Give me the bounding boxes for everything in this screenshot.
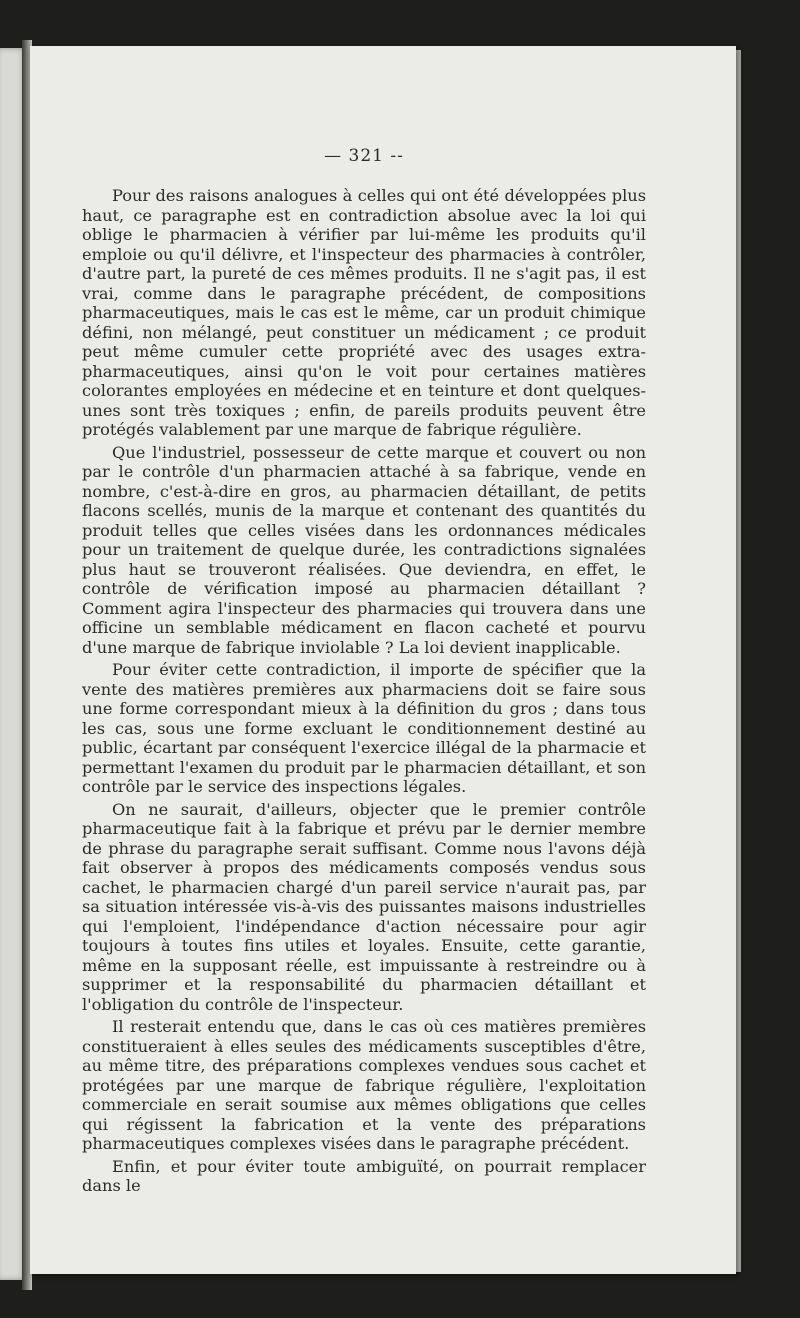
book-page — [30, 46, 736, 1274]
paragraph-3: Pour éviter cette contradiction, il importe de spécifier que la vente des matières premières aux pharmaciens doit se faire sous une forme correspondant mieux à la définition du gros ; dans tous les cas, sous une forme excluant le conditionnement destiné au public, écartant par conséquent l'exercice illégal de la pharmacie et permettant l'examen du produit par le pharmacien détaillant, et son contrôle par le service des inspections légales. — [82, 660, 646, 796]
paragraph-6: Enfin, et pour éviter toute ambiguïté, on pourrait remplacer dans le — [82, 1156, 646, 1195]
paragraph-4: On ne saurait, d'ailleurs, objecter que le premier contrôle pharmaceutique fait à la fabrique et prévu par le dernier membre de phrase du paragraphe serait suffisant. Comme nous l'avons déjà fait observer à propos des médicaments composés vendus sous cachet, le pharmacien chargé d'un pareil service n'aurait pas, par sa situation intéressée vis-à-vis des puissantes maisons industrielles qui l'emploient, l'indépendance d'action nécessaire pour agir toujours à toutes fins utiles et loyales. Ensuite, cette garantie, même en la supposant réelle, est impuissante à restreindre ou à supprimer et la responsabilité du pharmacien détaillant et l'obligation du contrôle de l'inspecteur. — [82, 799, 646, 1014]
page-content — [82, 146, 646, 1196]
paragraph-1: Pour des raisons analogues à celles qui ont été développées plus haut, ce paragraphe est en contradiction absolue avec la loi qui oblige le pharmacien à vérifier par lui-même les produits qu'il emploie ou qu'il délivre, et l'inspecteur des pharmacies à contrôler, d'autre part, la pureté de ces mêmes produits. Il ne s'agit pas, il est vrai, comme dans le paragraphe précédent, de compositions pharmaceutiques, mais le cas est le même, car un produit chimique défini, non mélangé, peut constituer un médicament ; ce produit peut même cumuler cette propriété avec des usages extra-pharmaceutiques, ainsi qu'on le voit pour certaines matières colorantes employées en médecine et en teinture et dont quelques-unes sont très toxiques ; enfin, de pareils produits peuvent être protégés valablement par une marque de fabrique régulière. — [82, 186, 646, 439]
paragraph-5: Il resterait entendu que, dans le cas où ces matières premières constitueraient à elles seules des médicaments susceptibles d'être, au même titre, des préparations complexes vendues sous cachet et protégées par une marque de fabrique régulière, l'exploitation commerciale en serait soumise aux mêmes obligations que celles qui régissent la fabrication et la vente des préparations pharmaceutiques complexes visées dans le paragraphe précédent. — [82, 1017, 646, 1153]
page-number: — 321 -- — [324, 146, 404, 166]
paragraph-2: Que l'industriel, possesseur de cette marque et couvert ou non par le contrôle d'un pharmacien attaché à sa fabrique, vende en nombre, c'est-à-dire en gros, au pharmacien détaillant, de petits flacons scellés, munis de la marque et contenant des quantités du produit telles que celles visées dans les ordonnances médicales pour un traitement de quelque durée, les contradictions signalées plus haut se trouveront réalisées. Que deviendra, en effet, le contrôle de vérification imposé au pharmacien détaillant ? Comment agira l'inspecteur des pharmacies qui trouvera dans une officine un semblable médicament en flacon cacheté et pourvu d'une marque de fabrique inviolable ? La loi devient inapplicable. — [82, 442, 646, 657]
